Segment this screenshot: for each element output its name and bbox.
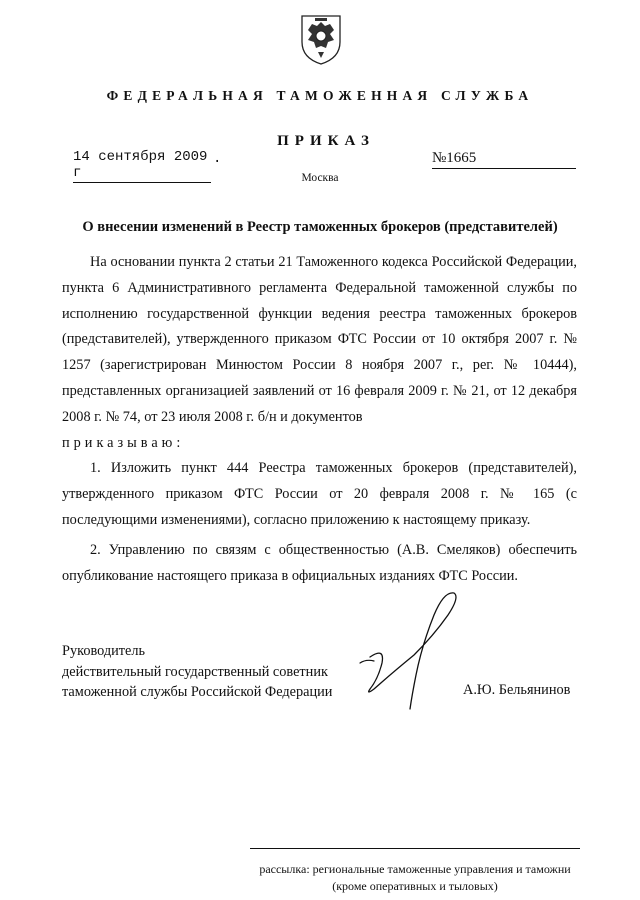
item-1: 1. Изложить пункт 444 Реестра таможенных брокеров (представителей), утвержденного приказом ФТС России от 20 февраля 2008 г. № 165 (с последующими изменениями), согласно приложению к настоящему приказу. bbox=[62, 460, 577, 528]
order-heading: О внесении изменений в Реестр таможенных брокеров (представителей) bbox=[82, 219, 558, 235]
intro-text: На основании пункта 2 статьи 21 Таможенного кодекса Российской Федерации, пункта 6 Административного регламента Федеральной таможенной службы по исполнению государственной функции ведения реестра таможенных брокеров (представителей), утвержденного приказом ФТС России от 10 октября 2007 г. № 1257 (зарегистрирован Минюстом России 8 ноября 2007 г., рег. № 10444), представленных организацией заявлений от 16 февраля 2009 г. № 21, от 12 декабря 2008 г. № 74, от 23 июля 2008 г. б/н и документов bbox=[62, 254, 577, 425]
agency-name: ФЕДЕРАЛЬНАЯ ТАМОЖЕННАЯ СЛУЖБА bbox=[106, 88, 534, 103]
signer-rank: действительный государственный советник bbox=[62, 663, 328, 680]
signer-rank-cont: таможенной службы Российской Федерации bbox=[62, 684, 333, 700]
state-emblem-icon bbox=[298, 12, 344, 66]
item-2: 2. Управлению по связям с общественностью (А.В. Смеляков) обеспечить опубликование настоящего приказа в официальных изданиях ФТС России. bbox=[62, 541, 577, 584]
signer-position: Руководитель bbox=[62, 643, 146, 659]
order-date: 14 сентября 2009 г bbox=[73, 149, 211, 183]
signer-block bbox=[62, 641, 332, 703]
orders-word: приказываю: bbox=[62, 434, 185, 451]
distribution-note bbox=[250, 848, 580, 895]
handwritten-signature bbox=[330, 585, 480, 720]
order-date-dot: . bbox=[213, 151, 222, 167]
distribution-line-2: (кроме оперативных и тыловых) bbox=[332, 879, 498, 893]
order-number: №1665 bbox=[432, 150, 576, 169]
order-title: ПРИКАЗ bbox=[277, 133, 375, 149]
city: Москва bbox=[301, 172, 339, 184]
distribution-line-1: рассылка: региональные таможенные управления и таможни bbox=[259, 862, 571, 876]
order-body bbox=[62, 250, 577, 589]
intro-paragraph bbox=[62, 250, 577, 431]
orders-paragraph bbox=[62, 431, 577, 457]
signer-name: А.Ю. Бельянинов bbox=[463, 682, 571, 698]
